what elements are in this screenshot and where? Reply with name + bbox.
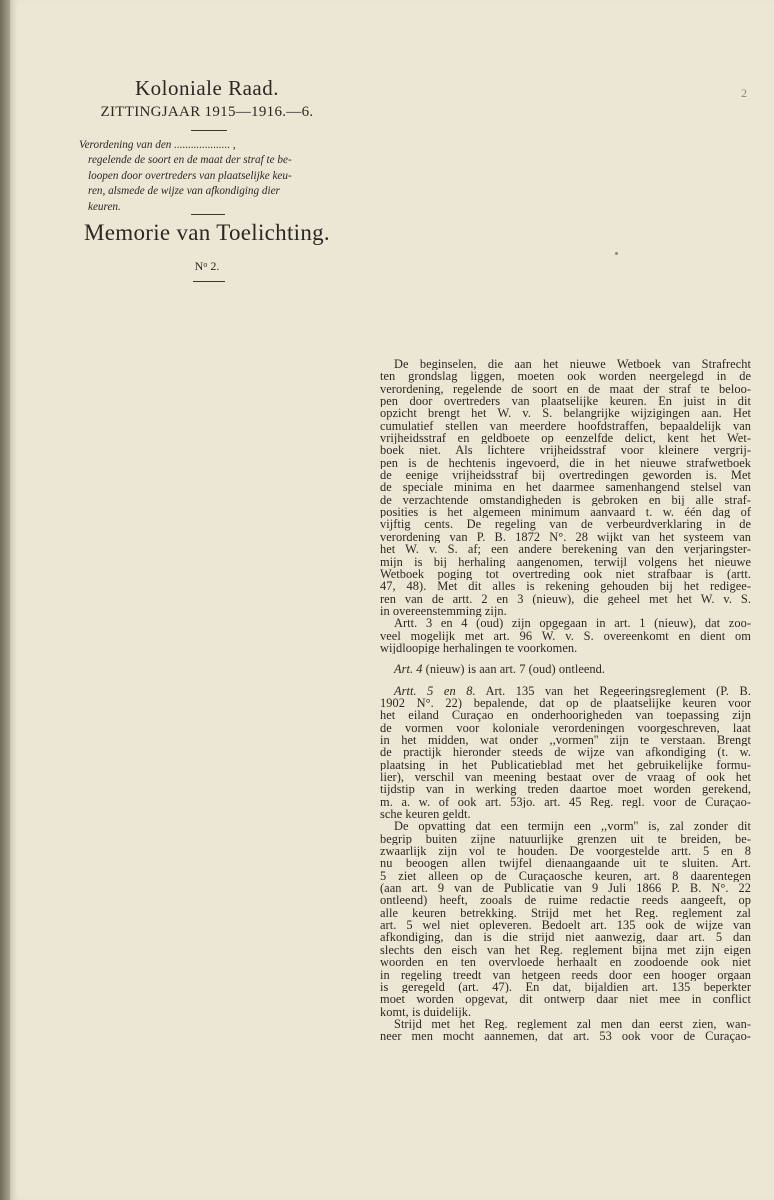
paragraph-art-4 bbox=[380, 663, 751, 675]
text-line: is geregeld (art. 47). En dat, bijaldien art. 135 beperkter bbox=[380, 980, 751, 994]
article-label: Artt. 5 en 8. bbox=[394, 684, 476, 697]
text-line: De opvatting dat een termijn een ,,vorm'' is, zal zonder dit bbox=[394, 820, 751, 833]
paragraph-articles-3-4 bbox=[380, 617, 751, 654]
text-line: begrip buiten zijne natuurlijke grenzen uit te breiden, be- bbox=[380, 832, 751, 846]
text-line: De beginselen, die aan het nieuwe Wetboek van Strafrecht bbox=[394, 358, 751, 371]
text-line: het eiland Curaçao en onderhoorigheden van toepassing zijn bbox=[380, 709, 751, 722]
paragraph-principles bbox=[380, 358, 751, 617]
ordinance-line: Verordening van den .................... , bbox=[79, 139, 236, 151]
text-line: slechts den eisch van het Reg. reglement bijna met zijn eigen bbox=[380, 943, 751, 957]
text-line: vrijheidsstraf en geldboete op eenzelfde delict, kent het Wet- bbox=[380, 432, 751, 445]
session-year: ZITTINGJAAR 1915—1916.—6. bbox=[100, 104, 314, 120]
text-line: moet worden opgevat, dit ontwerp daar niet mee in conflict bbox=[380, 993, 751, 1006]
paper-mark bbox=[615, 252, 618, 255]
ordinance-line: ren, alsmede de wijze van afkondiging dier bbox=[88, 185, 280, 198]
text-line: 5 ziet alleen op de Curaçaosche keuren, art. 8 daarentegen bbox=[380, 869, 751, 883]
text-line: opzicht brengt het W. v. S. belangrijke wijzigingen aan. Het bbox=[380, 407, 751, 420]
text-line: afkondiging, dan is die strijd niet aanwezig, daar art. 5 dan bbox=[380, 931, 751, 944]
text-line: ten grondslag liggen, moeten ook worden neergelegd in de bbox=[380, 370, 751, 383]
text-line: de verzachtende omstandigheden is gebroken en bij alle straf- bbox=[380, 493, 751, 507]
text-line: (aan art. 9 van de Publicatie van 9 Juli 1866 P. B. N°. 22 bbox=[380, 882, 751, 895]
text-line: 1902 N°. 22) bepalende, dat op de plaatselijke keuren voor bbox=[380, 696, 751, 710]
text-line: zwaarlijk zijn vol te houden. De voorgestelde artt. 5 en 8 bbox=[380, 845, 751, 858]
paragraph-term-form bbox=[380, 820, 751, 1018]
text-line: m. a. w. of ook art. 53jo. art. 45 Reg. regl. voor de Curaçao- bbox=[380, 795, 751, 809]
text-line: ontleend) heeft, zooals de ruime redactie reeds aangeeft, op bbox=[380, 894, 751, 907]
text-line: lier), verschil van meening bestaat over de vraag of ook het bbox=[380, 771, 751, 784]
text-line: het W. v. S. af; een andere berekening van den verjaringster- bbox=[380, 543, 751, 556]
text-line: woorden en ten overvloede herhaalt en zoodoende ook niet bbox=[380, 956, 751, 969]
paragraph-conflict bbox=[380, 1018, 751, 1043]
paragraph-art-5-8 bbox=[380, 697, 751, 820]
text-line: tijdstip van in werking treden daartoe moet worden gerekend, bbox=[380, 783, 751, 796]
text-line: ren van de artt. 2 en 3 (nieuw), die geheel met het W. v. S. bbox=[380, 592, 751, 605]
text-line: pen is de hechtenis ingevoerd, die in het nieuwe strafwetboek bbox=[380, 456, 751, 470]
divider-rule bbox=[191, 214, 225, 215]
ordinance-line: keuren. bbox=[88, 200, 121, 213]
text-line: posities is het algemeen minimum aanvaard t. w. één dag of bbox=[380, 506, 751, 519]
text-line: alle keuren betrekking. Strijd met het Reg. reglement zal bbox=[380, 906, 751, 920]
text-line: in overeenstemming zijn. bbox=[380, 604, 507, 618]
number-prefix: N bbox=[194, 259, 204, 273]
text-line: neer men mocht aannemen, dat art. 53 ook voor de Curaçao- bbox=[380, 1030, 751, 1043]
document-heading: Memorie van Toelichting. bbox=[84, 220, 330, 245]
text-line: verordening, regelende de soort en de maat der straf te beloo- bbox=[380, 382, 751, 396]
body-text bbox=[380, 358, 751, 1043]
text-line: pen door overtreders van plaatselijke keuren. En juist in dit bbox=[380, 395, 751, 408]
number-sup: o bbox=[203, 260, 208, 269]
text-line: veel mogelijk met art. 96 W. v. S. overeenkomt en dient om bbox=[380, 629, 751, 642]
text-line: Artt. 3 en 4 (oud) zijn opgegaan in art. 1 (nieuw), dat zoo- bbox=[394, 617, 751, 630]
text-line: nu beoogen allen twijfel dienaangaande uit te sluiten. Art. bbox=[380, 857, 751, 870]
divider-rule bbox=[193, 281, 225, 282]
text-line: boek niet. Als lichtere vrijheidsstraf voor kleinere vergrij- bbox=[380, 444, 751, 457]
text-line: verordening van P. B. 1872 N°. 28 wijkt van het systeem van bbox=[380, 530, 751, 544]
text-line: de speciale minima en het daarmee samenhangend stelsel van bbox=[380, 481, 751, 494]
text-line: cumulatief stellen van meerdere hoofdstraffen, bepaaldelijk van bbox=[380, 419, 751, 433]
text-line: sche keuren geldt. bbox=[380, 808, 471, 821]
text-line: vijftig cents. De regeling van de verbeurdverklaring in de bbox=[380, 518, 751, 531]
page-gutter bbox=[0, 0, 10, 1200]
text-line: wijdloopige herhalingen te voorkomen. bbox=[380, 641, 578, 655]
text-line: plaatsing in het Publicatieblad met het gebruikelijke formu- bbox=[380, 758, 751, 771]
text-line: de eenige vrijheidsstraf bij overtredingen geworden is. Met bbox=[380, 469, 751, 482]
ordinance-subject bbox=[79, 138, 337, 215]
text-line: Wetboek poging tot overtreding ook niet strafbaar is (artt. bbox=[380, 567, 751, 581]
article-text: Art. 135 van het Regeeringsreglement (P. B. bbox=[475, 684, 751, 697]
ordinance-line: loopen door overtreders van plaatselijke keu- bbox=[88, 169, 292, 182]
text-line: Strijd met het Reg. reglement zal men dan eerst zien, wan- bbox=[394, 1017, 751, 1031]
article-label: Art. 4 bbox=[394, 663, 423, 676]
page-number: 2 bbox=[741, 86, 747, 100]
text-line: in het midden, wat onder ,,vormen'' zijn te verstaan. Brengt bbox=[380, 733, 751, 747]
ordinance-line: regelende de soort en de maat der straf te be- bbox=[88, 154, 292, 167]
text-line: 47, 48). Met dit alles is rekening gehouden bij het redigee- bbox=[380, 580, 751, 593]
text-line: in regeling treedt van hetgeen reeds door een hooger orgaan bbox=[380, 968, 751, 981]
council-title: Koloniale Raad. bbox=[135, 76, 279, 100]
article-text: (nieuw) is aan art. 7 (oud) ontleend. bbox=[422, 663, 606, 676]
paragraph-art-5-8-first bbox=[380, 685, 751, 697]
divider-rule bbox=[191, 130, 227, 131]
text-line: de vormen voor koloniale verordeningen voorgeschreven, laat bbox=[380, 721, 751, 734]
text-line: art. 5 wel niet opleveren. Bedoelt art. 135 ook de wijze van bbox=[380, 919, 751, 932]
document-page bbox=[10, 0, 774, 1200]
number-value: 2. bbox=[207, 259, 220, 273]
text-line: de practijk hieronder steeds de wijze van afkondiging (t. w. bbox=[380, 746, 751, 759]
text-line: mijn is bij herhaling aangenomen, terwijl volgens het nieuwe bbox=[380, 555, 751, 568]
document-number bbox=[67, 259, 347, 274]
text-line: komt, is duidelijk. bbox=[380, 1005, 472, 1018]
